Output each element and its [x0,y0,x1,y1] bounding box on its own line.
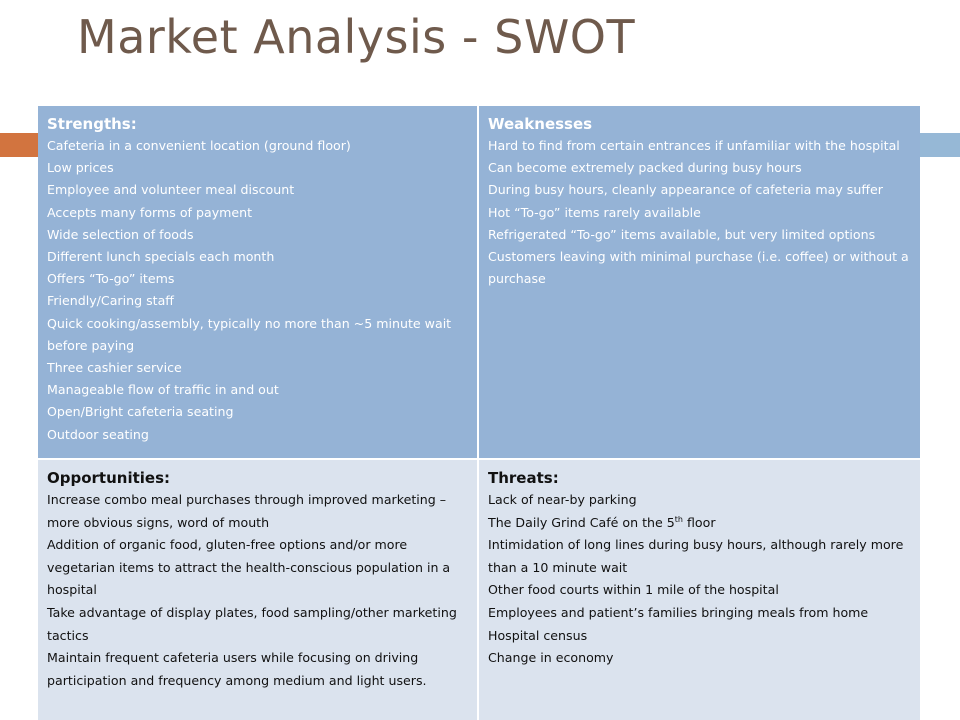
strength-item: Friendly/Caring staff [47,293,174,309]
threat-item: Intimidation of long lines during busy hours, although rarely more than a 10 minute wait [488,537,904,575]
threat-item [488,512,911,535]
strength-item: Open/Bright cafeteria seating [47,404,234,420]
swot-table [38,106,920,720]
opportunity-item: Take advantage of display plates, food sampling/other marketing tactics [47,604,457,643]
threat-item: Employees and patient’s families bringing meals from home [488,604,869,620]
opportunity-item: Maintain frequent cafeteria users while focusing on driving participation and frequency among medium and light users. [47,650,427,688]
threats-list [488,489,911,670]
strengths-cell [38,106,479,458]
strength-item: Outdoor seating [47,426,149,442]
strength-item: Accepts many forms of payment [47,204,253,220]
weakness-item: Refrigerated “To-go” items available, but very limited options [488,226,876,242]
opportunities-title: Opportunities: [47,469,171,487]
weakness-item: Can become extremely packed during busy hours [488,160,802,176]
threat-item: Lack of near-by parking [488,492,637,507]
strength-item: Low prices [47,160,114,176]
accent-bar-right [920,133,960,157]
strength-item: Different lunch specials each month [47,249,275,265]
strength-item: Quick cooking/assembly, typically no more than ~5 minute wait before paying [47,315,452,353]
weakness-item: During busy hours, cleanly appearance of cafeteria may suffer [488,182,883,198]
slide-title: Market Analysis - SWOT [77,10,636,64]
ordinal-suffix: th [674,514,683,524]
threats-title: Threats: [488,469,559,487]
strength-item: Three cashier service [47,360,182,376]
strength-item: Offers “To-go” items [47,271,175,287]
strength-item: Cafeteria in a convenient location (ground floor) [47,138,351,153]
weakness-item: Hard to find from certain entrances if unfamiliar with the hospital [488,138,900,153]
strength-item: Manageable flow of traffic in and out [47,382,279,398]
threats-cell [479,458,920,720]
opportunities-cell [38,458,479,720]
strength-item: Employee and volunteer meal discount [47,182,295,198]
weaknesses-title: Weaknesses [488,115,593,133]
threat-item: Hospital census [488,627,588,643]
threat-item-floor: floor [683,514,716,530]
strengths-list [47,135,468,446]
opportunity-item: Addition of organic food, gluten-free options and/or more vegetarian items to attract the health-conscious population in a hospital [47,537,451,598]
threat-item: Change in economy [488,650,614,666]
threat-item: Other food courts within 1 mile of the hospital [488,582,779,598]
opportunity-item: Increase combo meal purchases through improved marketing – more obvious signs, word of mouth [47,492,447,530]
strength-item: Wide selection of foods [47,226,194,242]
threat-item-text: The Daily Grind Café on the 5 [488,514,675,530]
opportunities-list [47,489,468,692]
accent-bar-left [0,133,38,157]
strengths-title: Strengths: [47,115,137,133]
weaknesses-cell [479,106,920,458]
weakness-item: Customers leaving with minimal purchase (i.e. coffee) or without a purchase [488,249,909,287]
weakness-item: Hot “To-go” items rarely available [488,204,701,220]
weaknesses-list [488,135,911,290]
